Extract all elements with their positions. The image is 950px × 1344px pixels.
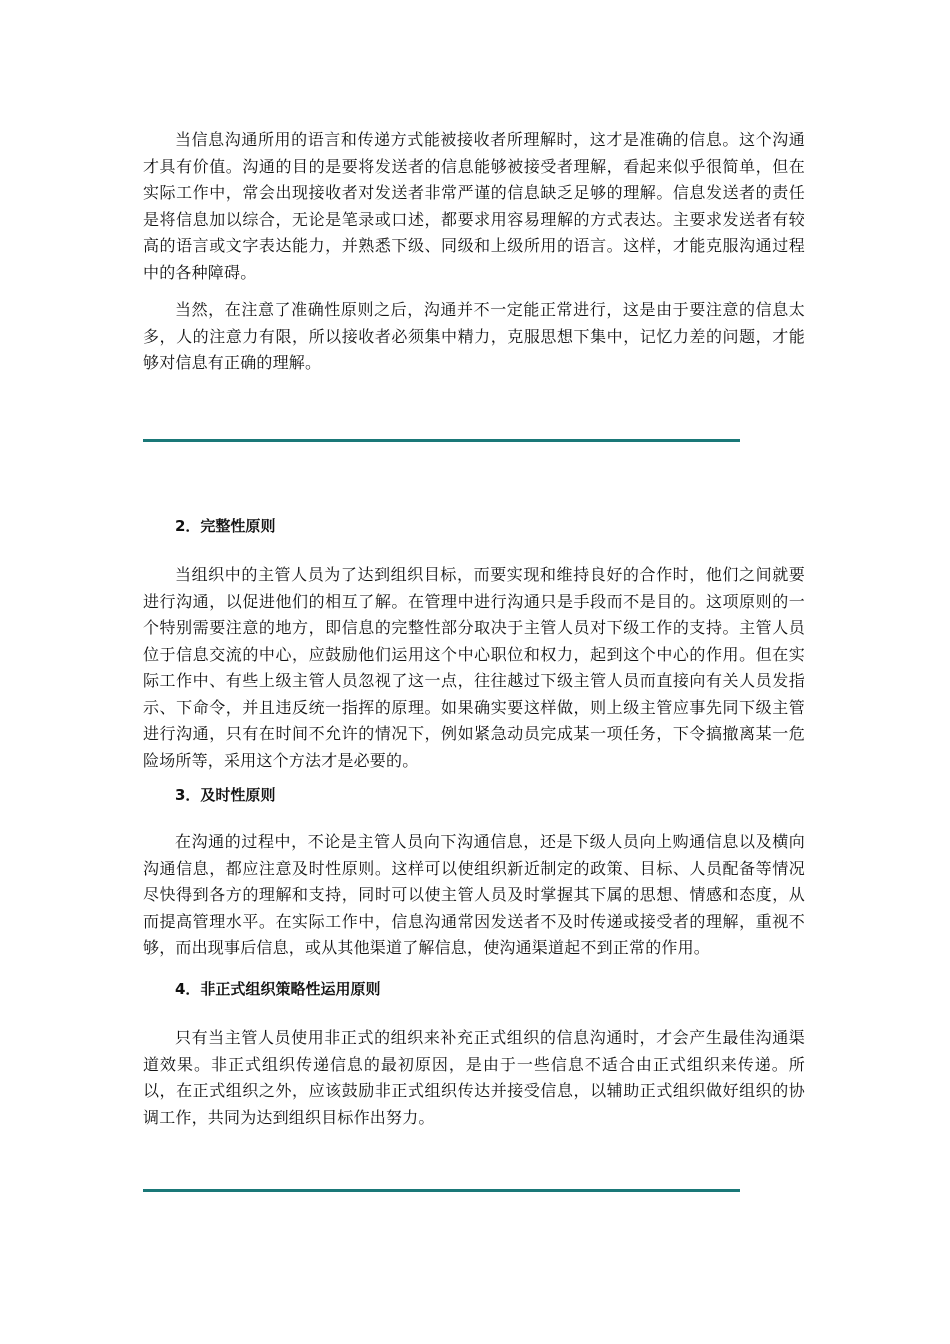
section-divider [143,439,740,442]
heading-informal-organization: 4．非正式组织策略性运用原则 [175,980,381,998]
heading-completeness: 2．完整性原则 [175,517,276,535]
paragraph-timeliness: 在沟通的过程中，不论是主管人员向下沟通信息，还是下级人员向上购通信息以及横向沟通信息，都应注意及时性原则。这样可以使组织新近制定的政策、目标、人员配备等情况尽快得到各方的理解和支持，同时可以使主管人员及时掌握其下属的思想、情感和态度，从而提高管理水平。在实际工作中，信息沟通常因发送者不及时传递或接受者的理解，重视不够，而出现事后信息，或从其他渠道了解信息，使沟通渠道起不到正常的作用。 [143,832,805,957]
paragraph-accuracy-1: 当信息沟通所用的语言和传递方式能被接收者所理解时，这才是准确的信息。这个沟通才具有价值。沟通的目的是要将发送者的信息能够被接受者理解，看起来似乎很简单，但在实际工作中，常会出现接收者对发送者非常严谨的信息缺乏足够的理解。信息发送者的责任是将信息加以综合，无论是笔录或口述，都要求用容易理解的方式表达。主要求发送者有较高的语言或文字表达能力，并熟悉下级、同级和上级所用的语言。这样，才能克服沟通过程中的各种障碍。 [143,130,805,282]
heading-timeliness: 3．及时性原则 [175,786,276,804]
paragraph-accuracy-2: 当然，在注意了准确性原则之后，沟通并不一定能正常进行，这是由于要注意的信息太多，人的注意力有限，所以接收者必须集中精力，克服思想下集中，记忆力差的问题，才能够对信息有正确的理解。 [143,300,805,372]
paragraph-informal-organization: 只有当主管人员使用非正式的组织来补充正式组织的信息沟通时，才会产生最佳沟通渠道效果。非正式组织传递信息的最初原因，是由于一些信息不适合由正式组织来传递。所以，在正式组织之外，应该鼓励非正式组织传达并接受信息，以辅助正式组织做好组织的协调工作，共同为达到组织目标作出努力。 [143,1028,805,1127]
section-divider [143,1189,740,1192]
paragraph-completeness: 当组织中的主管人员为了达到组织目标，而要实现和维持良好的合作时，他们之间就要进行沟通，以促进他们的相互了解。在管理中进行沟通只是手段而不是目的。这项原则的一个特别需要注意的地方，即信息的完整性部分取决于主管人员对下级工作的支持。主管人员位于信息交流的中心，应鼓励他们运用这个中心职位和权力，起到这个中心的作用。但在实际工作中、有些上级主管人员忽视了这一点，往往越过下级主管人员而直接向有关人员发指示、下命令，并且违反统一指挥的原理。如果确实要这样做，则上级主管应事先同下级主管进行沟通，只有在时间不允许的情况下，例如紧急动员完成某一项任务，下令搞撤离某一危险场所等，采用这个方法才是必要的。 [143,565,805,770]
